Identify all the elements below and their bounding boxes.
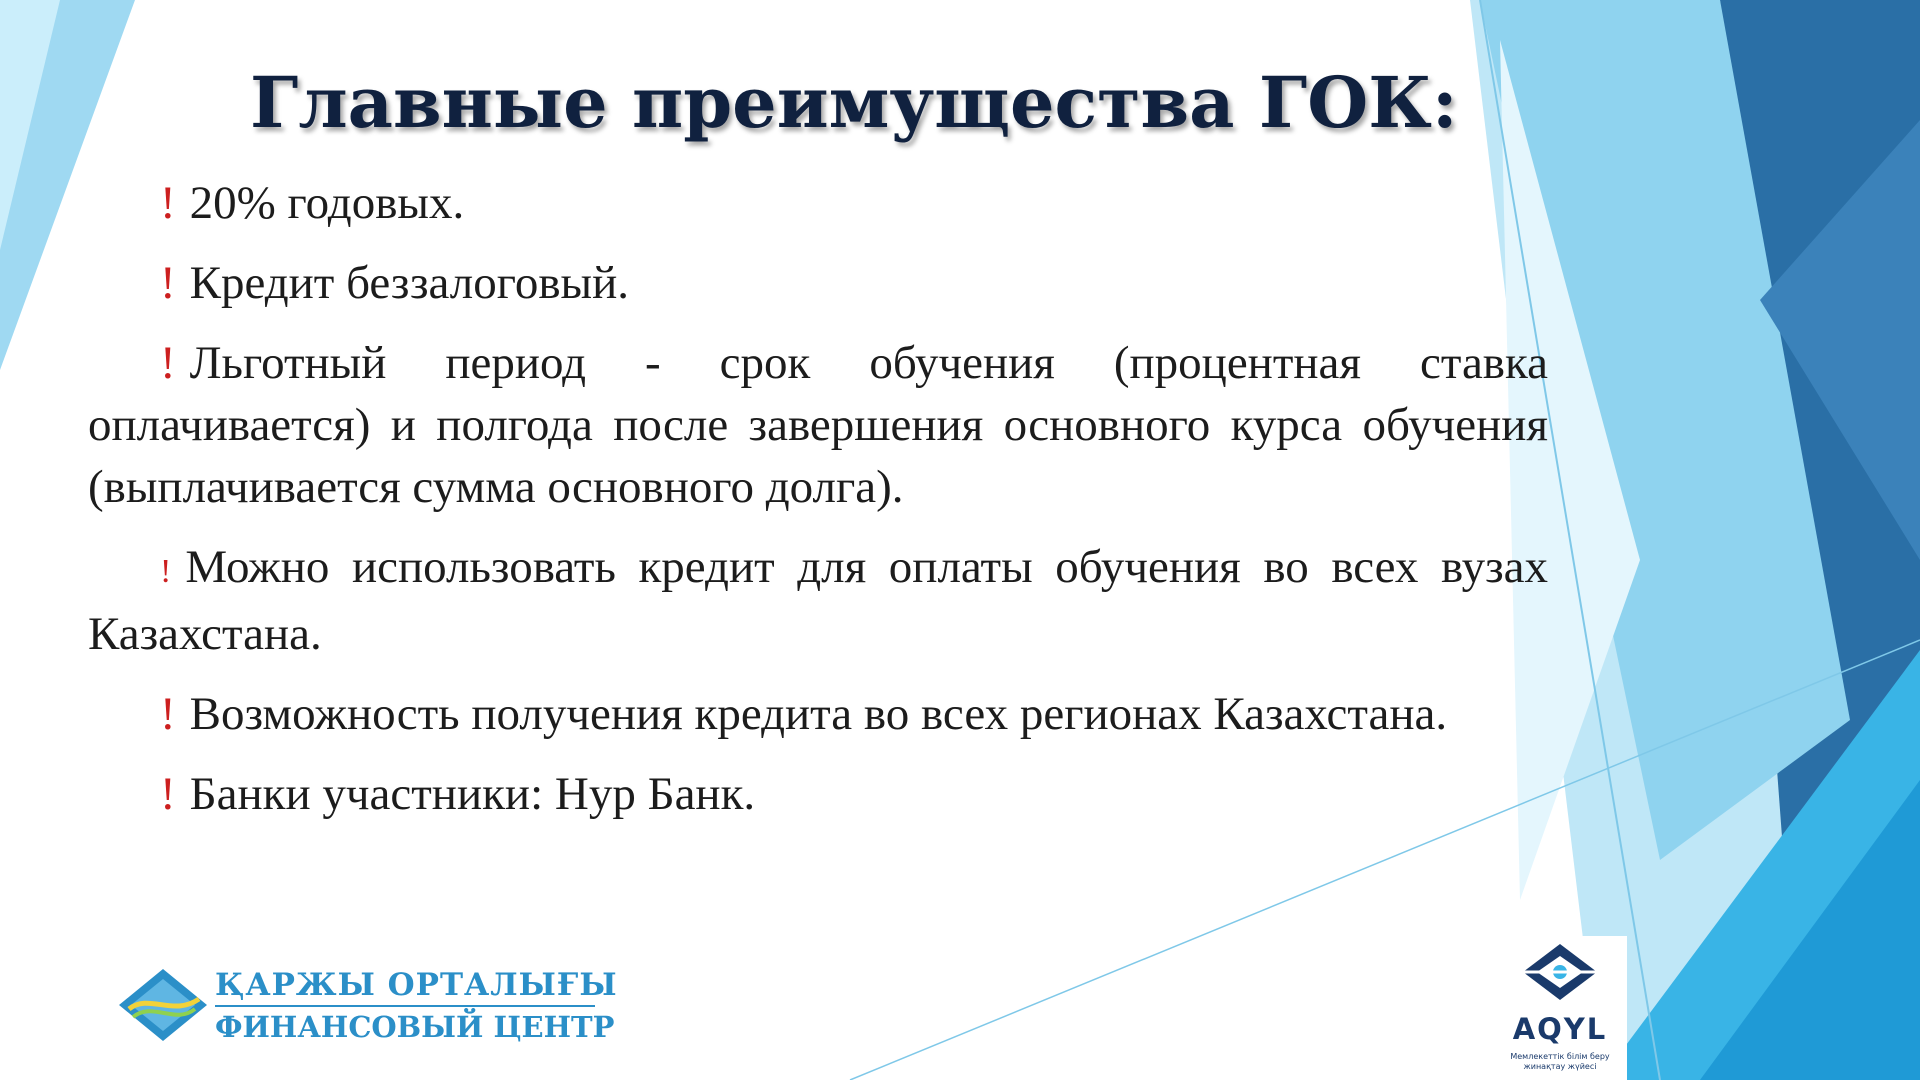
logo-line-kazakh: ҚАРЖЫ ОРТАЛЫҒЫ bbox=[215, 967, 618, 1003]
list-item bbox=[88, 763, 1548, 825]
financial-center-emblem-icon bbox=[115, 965, 211, 1045]
exclamation-icon: ! bbox=[160, 257, 176, 309]
list-item bbox=[88, 332, 1548, 518]
item-text: Льготный период - срок обучения (процентная ставка оплачивается) и полгода после завершения основного курса обучения (выплачивается сумма основного долга). bbox=[88, 337, 1548, 513]
item-text: Кредит беззалоговый. bbox=[189, 257, 630, 309]
aqyl-subtitle: Мемлекеттік білім беру жинақтау жүйесі bbox=[1510, 1052, 1610, 1071]
item-text: Возможность получения кредита во всех регионах Казахстана. bbox=[189, 688, 1448, 740]
exclamation-icon: ! bbox=[160, 177, 176, 229]
aqyl-name: AQYL bbox=[1512, 1012, 1608, 1046]
item-text: 20% годовых. bbox=[189, 177, 465, 229]
financial-center-logo bbox=[115, 965, 618, 1045]
list-item bbox=[88, 252, 1548, 314]
exclamation-icon: ! bbox=[160, 688, 176, 740]
list-item bbox=[88, 536, 1548, 665]
list-item bbox=[88, 683, 1548, 745]
logo-line-russian: ФИНАНСОВЫЙ ЦЕНТР bbox=[215, 1005, 595, 1047]
slide-title: Главные преимущества ГОК: bbox=[250, 61, 1458, 144]
aqyl-emblem-icon bbox=[1493, 936, 1627, 1012]
advantages-list bbox=[88, 172, 1548, 843]
exclamation-icon: ! bbox=[160, 337, 176, 389]
exclamation-icon: ! bbox=[160, 553, 172, 590]
item-text: Можно использовать кредит для оплаты обучения во всех вузах Казахстана. bbox=[88, 541, 1548, 660]
exclamation-icon: ! bbox=[160, 768, 176, 820]
aqyl-logo bbox=[1493, 936, 1627, 1080]
item-text: Банки участники: Нур Банк. bbox=[189, 768, 756, 820]
financial-center-wordmark bbox=[215, 965, 618, 1047]
list-item bbox=[88, 172, 1548, 234]
